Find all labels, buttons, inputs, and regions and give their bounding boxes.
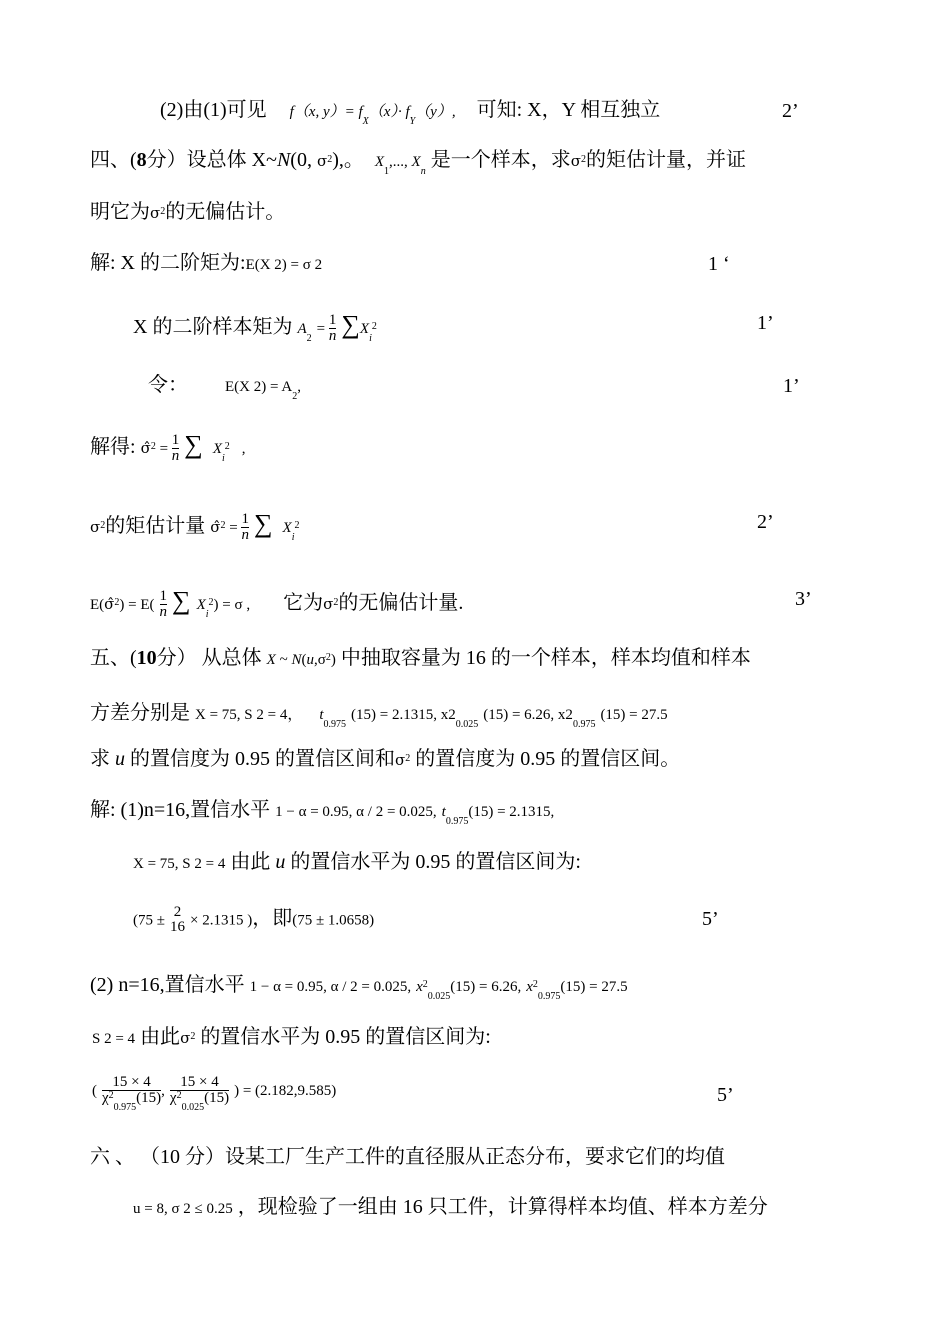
line-20: u = 8, σ 2 ≤ 0.25 ，现检验了一组由 16 只工件，计算得样本均值、样本方差分	[133, 1196, 768, 1218]
score-6: 1’	[783, 375, 800, 397]
score-8: 2’	[757, 511, 774, 533]
line-14: X = 75, S 2 = 4 由此 u 的置信水平为 0.95 的置信区间为:	[133, 851, 581, 873]
line-19: 六 、 （10 分）设某工厂生产工件的直径服从正态分布，要求它们的均值	[90, 1146, 725, 1168]
score-5: 1’	[757, 312, 774, 334]
score-4: 1 ‘	[708, 253, 730, 275]
score-18: 5’	[717, 1084, 734, 1106]
line-2: 四、(8分）设总体 X~N(0, $\sigma^2$),。 $X_1$,..., $X_n$ 是一个样本，求$\sigma^2$的矩估计量，并证	[90, 149, 746, 177]
fraction: $\frac{1}{n}$	[328, 311, 337, 344]
score-9: 3’	[795, 588, 812, 610]
line-6: 令： E(X $2) = A_2$,	[148, 374, 301, 402]
line-16: (2) n=16,置信水平 1 − α = 0.95, α / 2 = 0.025, $x^2_{0.025}(15) = 6.26$, $x^2_{0.975}(15) = 27.5$	[90, 974, 628, 1002]
line-15: (75 ± 2 16 × 2.1315 )，即(75 ± 1.0658)	[133, 904, 375, 935]
line-3: 明它为$\sigma^2$的无偏估计。	[90, 201, 286, 223]
line-5: X 的二阶样本矩为 $A_2$ = $\frac{1}{n}$ $\sum X_i^2$	[133, 310, 377, 344]
line-9: E(σ̂$^2$) = E( $\frac{1}{n}$ ∑ $X_i^2) = \sigma$ , 它为$\sigma^2$的无偏估计量.	[90, 586, 464, 620]
line-17: S 2 = 4 由此$\sigma^2$ 的置信水平为 0.95 的置信区间为:	[92, 1026, 491, 1048]
line-18: ( $\frac{15 \times 4}{\chi^2_{0.975}(15)}$ , $\frac{15 \times 4}{\chi^2_{0.025}(15)}$ ) = (2.182,9.585)	[92, 1074, 337, 1113]
line-13: 解: (1)n=16,置信水平 1 − α = 0.95, α / 2 = 0.025, $t_{0.975}(15) = 2.1315$,	[90, 799, 555, 827]
line-12: 求 u 的置信度为 0.95 的置信区间和$\sigma^2$ 的置信度为 0.95 的置信区间。	[90, 748, 681, 770]
line-10: 五、(10分） 从总体 X ~ $N(u,\sigma^2)$ 中抽取容量为 16 的一个样本，样本均值和样本	[90, 647, 751, 669]
line-7: 解得: σ̂$^2$ = $\frac{1}{n}$ ∑ $X_i^2$ ,	[90, 430, 246, 464]
score-15: 5’	[702, 908, 719, 930]
score-1: 2’	[782, 100, 799, 122]
line-1: (2)由(1)可见 f（x, $y)= f_X(x)\cdot f_Y(y)$, 可知: X，Y 相互独立	[160, 99, 661, 127]
line-11: 方差分别是 X = 75, S 2 = 4， $t_{0.975}$ (15) = 2.1315, $x2_{0.025}$ (15) = 6.26, $x2_{0.975}$ (15) = 27.5	[90, 702, 668, 730]
line-4: 解: X 的二阶矩为:E(X 2) = σ 2	[90, 252, 323, 274]
line-8: $\sigma^2$的矩估计量 σ̂$^2$ = $\frac{1}{n}$ ∑ $X_i^2$	[90, 509, 300, 543]
